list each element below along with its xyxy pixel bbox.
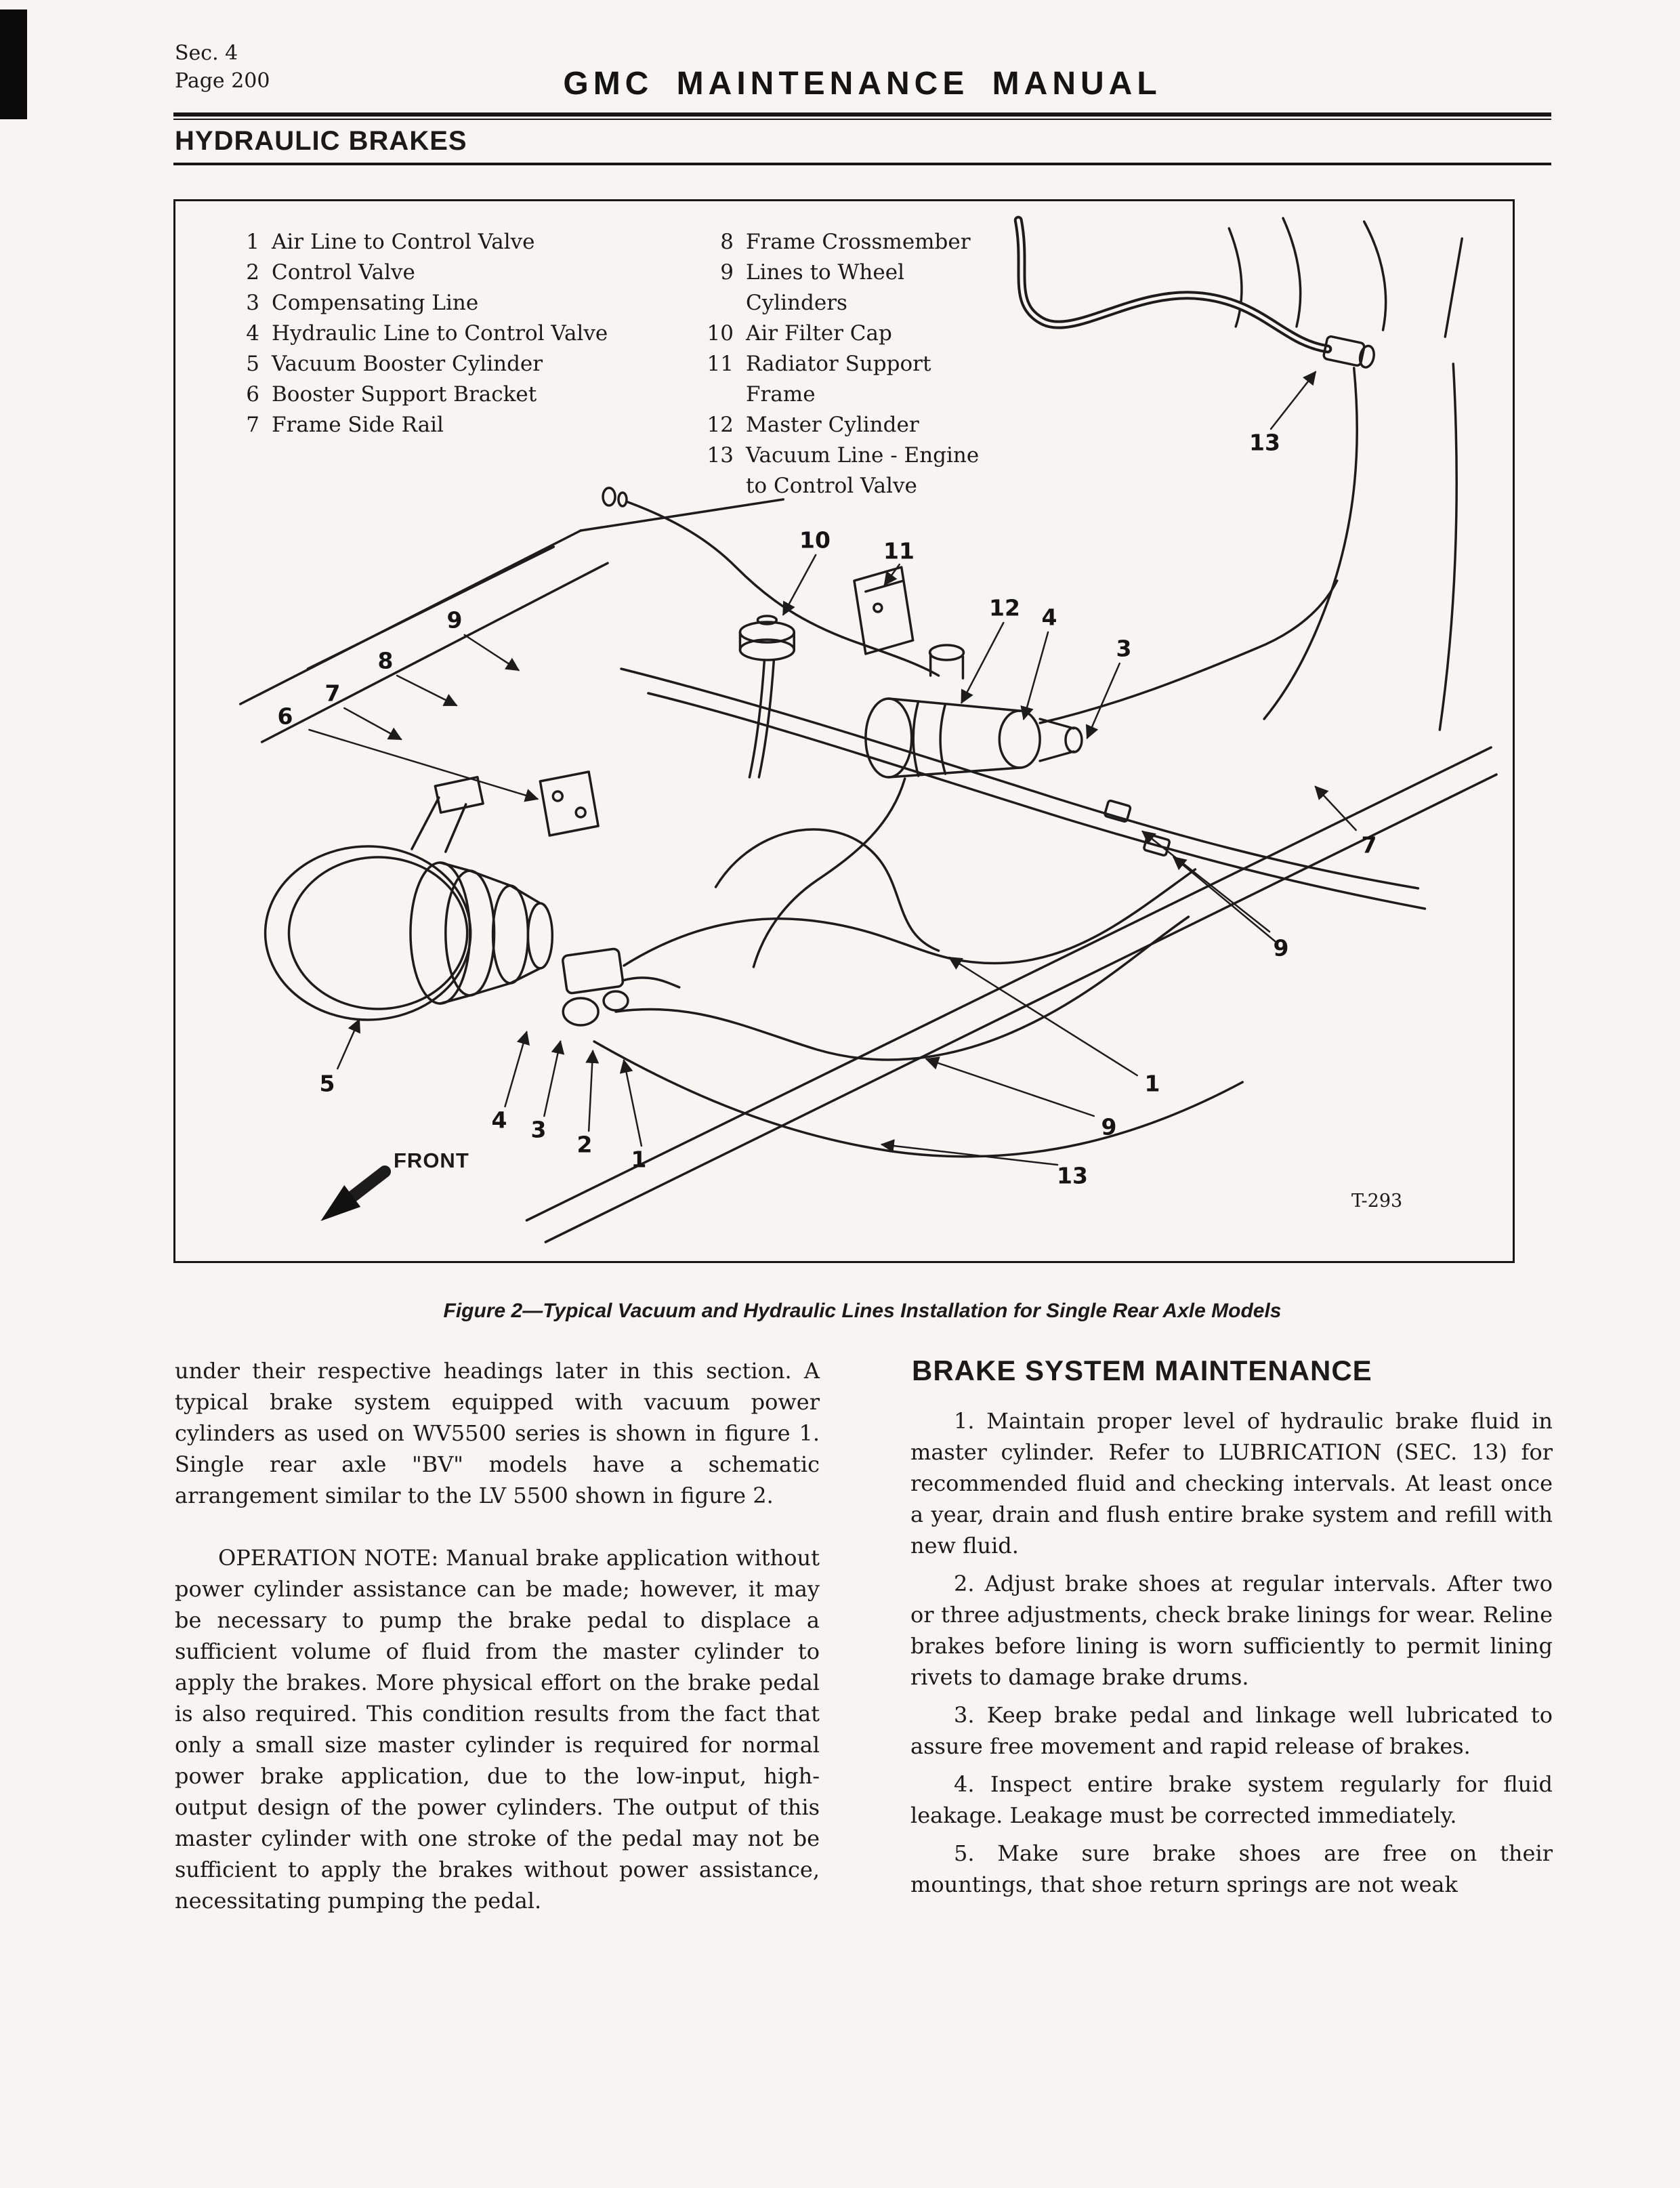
legend-item-number: 5 bbox=[246, 352, 259, 376]
paragraph: 1. Maintain proper level of hydraulic brake fluid in master cylinder. Refer to LUBRICATION (SEC. 13) for recommended fluid and checking intervals. At least once a year, drain and flush entire brake system and refill with new fluid. bbox=[910, 1408, 1553, 1559]
figure-callout: 13 bbox=[1249, 429, 1280, 456]
legend-item-number: 11 bbox=[707, 352, 734, 376]
chapter-rule bbox=[173, 163, 1551, 165]
drawing-number: T-293 bbox=[1351, 1191, 1403, 1212]
figure-callout: 11 bbox=[883, 537, 915, 564]
legend-item-label: Vacuum Line - Engine to Control Valve bbox=[746, 443, 980, 498]
figure-callout: 9 bbox=[1101, 1113, 1117, 1140]
figure-callout: 9 bbox=[446, 606, 463, 634]
page-number: Page 200 bbox=[175, 69, 270, 93]
legend-item-number: 7 bbox=[246, 413, 259, 437]
figure-callout: 7 bbox=[1361, 831, 1377, 859]
figure-callout: 1 bbox=[631, 1146, 647, 1173]
legend-item-label: Radiator Support Frame bbox=[746, 352, 931, 407]
callout-layer bbox=[175, 201, 1517, 1261]
legend-item-number: 3 bbox=[246, 291, 259, 315]
body-left-column bbox=[175, 1355, 820, 1916]
legend-item-label: Frame Side Rail bbox=[272, 413, 444, 437]
paragraph: 3. Keep brake pedal and linkage well lubricated to assure free movement and rapid release of brakes. bbox=[910, 1702, 1553, 1759]
legend-item-label: Booster Support Bracket bbox=[272, 382, 537, 407]
scan-artifact-mark bbox=[0, 9, 27, 119]
figure-callout: 8 bbox=[377, 647, 394, 674]
legend-item-number: 10 bbox=[707, 321, 734, 346]
figure-callout: 9 bbox=[1273, 934, 1289, 962]
section-number: Sec. 4 bbox=[175, 41, 238, 65]
legend-item-label: Vacuum Booster Cylinder bbox=[272, 352, 543, 376]
legend-item-number: 12 bbox=[707, 413, 734, 437]
legend-item-number: 6 bbox=[246, 382, 259, 407]
paragraph: 5. Make sure brake shoes are free on their mountings, that shoe return springs are not weak bbox=[910, 1840, 1553, 1897]
figure-caption: Figure 2—Typical Vacuum and Hydraulic Lines Installation for Single Rear Axle Models bbox=[443, 1300, 1282, 1322]
legend-item-label: Lines to Wheel Cylinders bbox=[746, 260, 904, 315]
legend-item-number: 1 bbox=[246, 230, 259, 254]
figure-callout: 10 bbox=[799, 527, 831, 554]
paragraph: under their respective headings later in this section. A typical brake system equipped with vacuum power cylinders as used on WV5500 series is shown in figure 1. Single rear axle "BV" models have a schematic arrangement similar to the LV 5500 shown in figure 2. bbox=[175, 1358, 820, 1508]
figure-callout: 4 bbox=[1041, 604, 1057, 631]
manual-title: GMC MAINTENANCE MANUAL bbox=[563, 66, 1162, 102]
legend-item-label: Compensating Line bbox=[272, 291, 479, 315]
figure-callout: 12 bbox=[989, 594, 1020, 621]
legend-item-label: Frame Crossmember bbox=[746, 230, 971, 254]
paragraph: 4. Inspect entire brake system regularly for fluid leakage. Leakage must be corrected immediately. bbox=[910, 1771, 1553, 1828]
legend-item-label: Control Valve bbox=[272, 260, 415, 285]
front-label: FRONT bbox=[394, 1149, 469, 1172]
header-rule bbox=[173, 112, 1551, 120]
figure-callout: 13 bbox=[1057, 1162, 1088, 1189]
figure-callout: 5 bbox=[319, 1070, 335, 1097]
figure-callout: 7 bbox=[324, 680, 341, 707]
legend-item-label: Master Cylinder bbox=[746, 413, 919, 437]
figure-callout: 3 bbox=[1116, 635, 1132, 662]
legend-item-number: 13 bbox=[707, 443, 734, 468]
maintenance-heading: BRAKE SYSTEM MAINTENANCE bbox=[912, 1355, 1372, 1386]
chapter-title: HYDRAULIC BRAKES bbox=[175, 126, 467, 156]
body-right-column bbox=[910, 1355, 1553, 1900]
page bbox=[173, 39, 1551, 2167]
legend-item-number: 8 bbox=[720, 230, 734, 254]
paragraph: 2. Adjust brake shoes at regular intervals. After two or three adjustments, check brake linings for wear. Reline brakes before lining is worn sufficiently to permit lining rivets to damage brake drums. bbox=[910, 1571, 1553, 1690]
legend-item-label: Air Filter Cap bbox=[746, 321, 892, 346]
legend-item-label: Hydraulic Line to Control Valve bbox=[272, 321, 608, 346]
legend-item-number: 4 bbox=[246, 321, 259, 346]
paragraph: OPERATION NOTE: Manual brake application without power cylinder assistance can be made; however, it may be necessary to pump the brake pedal to displace a sufficient volume of fluid from the master cylinder to apply the brakes. More physical effort on the brake pedal is also required. This condition results from the fact that only a small size master cylinder is required for normal power brake application, due to the low-input, high-output design of the power cylinders. The output of this master cylinder with one stroke of the pedal may not be sufficient to apply the brakes without power assistance, necessitating pumping the pedal. bbox=[175, 1545, 820, 1914]
figure-callout: 3 bbox=[530, 1116, 547, 1143]
figure-callout: 1 bbox=[1144, 1070, 1160, 1097]
figure-callout: 4 bbox=[491, 1107, 507, 1134]
figure-callout: 6 bbox=[277, 703, 293, 730]
figure-callout: 2 bbox=[576, 1131, 593, 1158]
legend-item-label: Air Line to Control Valve bbox=[272, 230, 535, 254]
legend-item-number: 2 bbox=[246, 260, 259, 285]
legend-item-number: 9 bbox=[720, 260, 734, 285]
figure-box bbox=[173, 199, 1515, 1263]
